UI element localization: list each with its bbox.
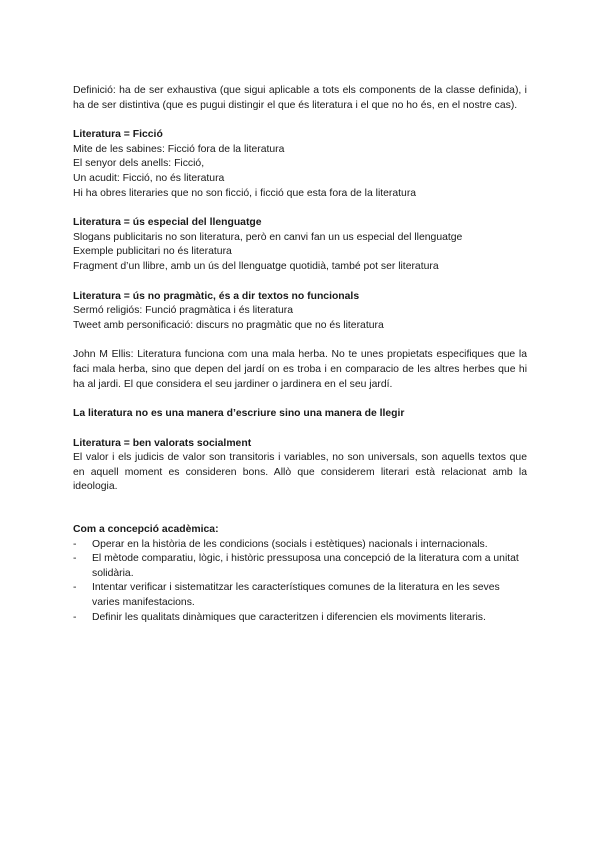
values-paragraph: El valor i els judicis de valor son transitoris i variables, no son universals, son aquells textos que en aquell moment es consideren bons. Allò que considerem literari està relacionat amb la ideologia. [73, 452, 527, 493]
text-line: El senyor dels anells: Ficció, [73, 158, 205, 170]
text-line: Fragment d’un llibre, amb un ús del llenguatge quotidià, també pot ser literatura [73, 260, 439, 272]
bullet-dash: - [73, 611, 77, 623]
section-pragmatic [73, 290, 527, 334]
section-heading: Literatura = ús especial del llenguatge [73, 217, 262, 229]
list-item [73, 611, 527, 626]
bullet-dash: - [73, 582, 77, 594]
list-item [73, 581, 527, 610]
section-values [73, 437, 527, 495]
section-heading: Com a concepció acadèmica: [73, 524, 219, 536]
section-academic [73, 523, 527, 625]
text-line: Tweet amb personificació: discurs no pragmàtic que no és literatura [73, 319, 384, 331]
section-fiction [73, 128, 527, 201]
text-line: Slogans publicitaris no son literatura, però en canvi fan un us especial del llenguatge [73, 231, 463, 243]
list-item-text: Intentar verificar i sistematitzar les característiques comunes de la literatura en les seves varies manifestacions. [92, 582, 500, 609]
reading-statement: La literatura no es una manera d’escriure sino una manera de llegir [73, 408, 405, 420]
academic-list [73, 538, 527, 626]
section-heading: Literatura = ús no pragmàtic, és a dir textos no funcionals [73, 290, 360, 302]
section-heading: Literatura = Ficció [73, 129, 163, 141]
list-item-text: Operar en la història de les condicions (socials i estètiques) nacionals i internacionals. [92, 538, 488, 550]
bullet-dash: - [73, 553, 77, 565]
list-item [73, 552, 527, 581]
text-line: Hi ha obres literaries que no son ficció, i ficció que esta fora de la literatura [73, 187, 417, 199]
section-heading: Literatura = ben valorats socialment [73, 437, 252, 449]
list-item [73, 538, 527, 553]
list-item-text: Definir les qualitats dinàmiques que caracteritzen i diferencien els moviments literaris. [92, 611, 486, 623]
section-language [73, 216, 527, 274]
text-line: Sermó religiós: Funció pragmàtica i és literatura [73, 305, 294, 317]
definition-paragraph: Definició: ha de ser exhaustiva (que sigui aplicable a tots els components de la classe definida), i ha de ser distintiva (que es pugui distingir el que és literatura i el que no ho és, en el nostre cas). [73, 85, 527, 111]
ellis-paragraph: John M Ellis: Literatura funciona com una mala herba. No te unes propietats especifiques que la faci mala herba, sino que depen del jardí on es troba i en comparacio de les altres herbes que hi ha al jardi. El que considera el seu jardiner o jardinera en el seu jardí. [73, 349, 527, 390]
bullet-dash: - [73, 538, 77, 550]
text-line: Exemple publicitari no és literatura [73, 246, 232, 258]
list-item-text: El mètode comparatiu, lògic, i històric pressuposa una concepció de la literatura com a unitat solidària. [92, 553, 519, 579]
text-line: Mite de les sabines: Ficció fora de la literatura [73, 143, 285, 155]
text-line: Un acudit: Ficció, no és literatura [73, 172, 225, 184]
